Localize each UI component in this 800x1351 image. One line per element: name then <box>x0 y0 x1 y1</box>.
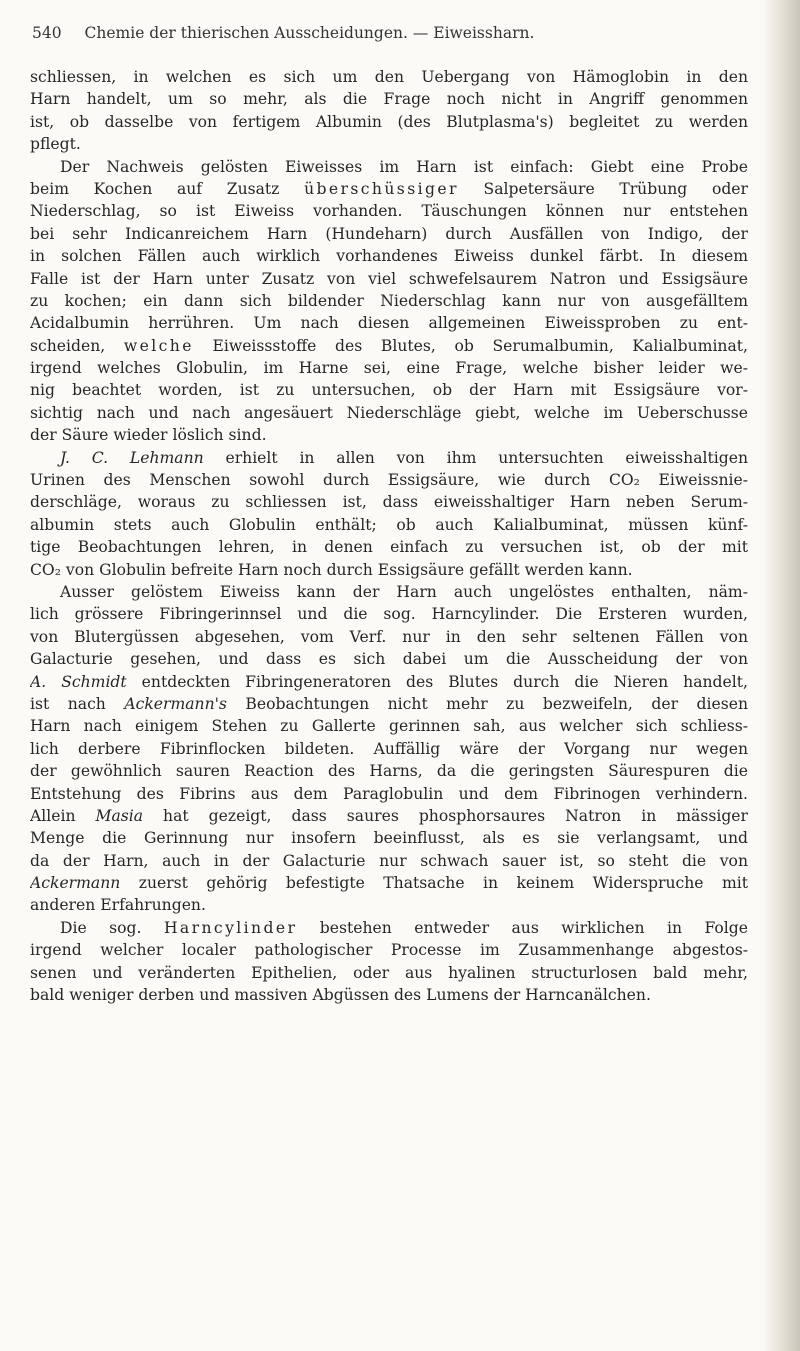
text-line: lich derbere Fibrinflocken bildeten. Auffällig wäre der Vorgang nur wegen <box>30 739 748 758</box>
text-line: Falle ist der Harn unter Zusatz von viel schwefelsaurem Natron und Essigsäure <box>30 269 748 288</box>
italic-name: Ackermann's <box>124 694 227 713</box>
text-line: von Blutergüssen abgesehen, vom Verf. nur in den sehr seltenen Fällen von <box>30 627 748 646</box>
text-line: irgend welches Globulin, im Harne sei, eine Frage, welche bisher leider we- <box>30 359 748 378</box>
text-line: pflegt. <box>30 135 81 154</box>
text-line: Galacturie gesehen, und dass es sich dabei um die Ausscheidung der von <box>30 650 748 669</box>
scan-margin-strip <box>766 0 800 1351</box>
text-line: bald weniger derben und massiven Abgüssen des Lumens der Harncanälchen. <box>30 986 651 1005</box>
text-line: sichtig nach und nach angesäuert Niederschläge giebt, welche im Ueberschusse <box>30 403 748 422</box>
text-line: zu kochen; ein dann sich bildender Niederschlag kann nur von ausgefälltem <box>30 291 748 310</box>
text-line: Acidalbumin herrühren. Um nach diesen allgemeinen Eiweissproben zu ent- <box>30 314 748 333</box>
running-title: Chemie der thierischen Ausscheidungen. — Eiweissharn. <box>84 24 535 42</box>
text-line: albumin stets auch Globulin enthält; ob auch Kalialbuminat, müssen künf- <box>30 515 748 534</box>
italic-name: Ackermann <box>30 874 121 893</box>
text-line: scheiden, welche Eiweissstoffe des Blutes, ob Serumalbumin, Kalialbuminat, <box>30 336 748 355</box>
paragraph <box>30 917 748 1007</box>
text-line: ist, ob dasselbe von fertigem Albumin (des Blutplasma's) begleitet zu werden <box>30 112 748 131</box>
spaced-emphasis: Harncylinder <box>163 918 298 937</box>
text-line: A. Schmidt entdeckten Fibringeneratoren des Blutes durch die Nieren handelt, <box>30 672 748 691</box>
text-line: CO₂ von Globulin befreite Harn noch durch Essigsäure gefällt werden kann. <box>30 560 633 579</box>
paragraph <box>30 581 748 917</box>
paragraph <box>30 447 748 581</box>
text-line: bei sehr Indicanreichem Harn (Hundeharn) durch Ausfällen von Indigo, der <box>30 224 748 243</box>
body-text <box>30 66 748 1006</box>
text-line: der gewöhnlich sauren Reaction des Harns, da die geringsten Säurespuren die <box>30 762 748 781</box>
running-header <box>32 24 737 42</box>
text-line: Der Nachweis gelösten Eiweisses im Harn ist einfach: Giebt eine Probe <box>60 157 748 176</box>
text-line: lich grössere Fibringerinnsel und die sog. Harncylinder. Die Ersteren wurden, <box>30 605 748 624</box>
spaced-emphasis: welche <box>123 336 194 355</box>
text-line: derschläge, woraus zu schliessen ist, dass eiweisshaltiger Harn neben Serum- <box>30 493 748 512</box>
text-line: schliessen, in welchen es sich um den Uebergang von Hämoglobin in den <box>30 68 748 86</box>
paragraph <box>30 66 748 156</box>
italic-name: A. Schmidt <box>30 672 127 691</box>
text-line: Menge die Gerinnung nur insofern beeinflusst, als es sie verlangsamt, und <box>30 829 748 848</box>
text-line: Harn nach einigem Stehen zu Gallerte gerinnen sah, aus welcher sich schliess- <box>30 717 748 736</box>
page-number: 540 <box>32 24 62 42</box>
text-line: der Säure wieder löslich sind. <box>30 426 267 445</box>
text-line: J. C. Lehmann erhielt in allen von ihm untersuchten eiweisshaltigen <box>60 448 748 467</box>
text-line: ist nach Ackermann's Beobachtungen nicht mehr zu bezweifeln, der diesen <box>30 694 748 713</box>
italic-name: J. C. Lehmann <box>60 448 204 467</box>
text-line: beim Kochen auf Zusatz überschüssiger Salpetersäure Trübung oder <box>30 179 748 198</box>
text-line: Niederschlag, so ist Eiweiss vorhanden. Täuschungen können nur entstehen <box>30 202 748 221</box>
text-line: nig beachtet worden, ist zu untersuchen, ob der Harn mit Essigsäure vor- <box>30 381 748 400</box>
text-line: Ackermann zuerst gehörig befestigte Thatsache in keinem Widerspruche mit <box>30 874 748 893</box>
text-line: senen und veränderten Epithelien, oder aus hyalinen structurlosen bald mehr, <box>30 963 748 982</box>
text-line: Ausser gelöstem Eiweiss kann der Harn auch ungelöstes enthalten, näm- <box>60 582 748 601</box>
italic-name: Masia <box>95 806 144 825</box>
text-line: tige Beobachtungen lehren, in denen einfach zu versuchen ist, ob der mit <box>30 538 748 557</box>
text-line: irgend welcher localer pathologischer Processe im Zusammenhange abgestos- <box>30 941 748 960</box>
text-line: Entstehung des Fibrins aus dem Paraglobulin und dem Fibrinogen verhindern. <box>30 784 748 803</box>
text-line: da der Harn, auch in der Galacturie nur schwach sauer ist, so steht die von <box>30 851 748 870</box>
text-line: anderen Erfahrungen. <box>30 896 206 915</box>
text-line: Allein Masia hat gezeigt, dass saures phosphorsaures Natron in mässiger <box>30 806 748 825</box>
text-line: in solchen Fällen auch wirklich vorhandenes Eiweiss dunkel färbt. In diesem <box>30 247 748 266</box>
text-line: Harn handelt, um so mehr, als die Frage noch nicht in Angriff genommen <box>30 90 748 109</box>
text-line: Die sog. Harncylinder bestehen entweder aus wirklichen in Folge <box>60 918 748 937</box>
text-line: Urinen des Menschen sowohl durch Essigsäure, wie durch CO₂ Eiweissnie- <box>30 471 748 490</box>
paragraph <box>30 156 748 447</box>
spaced-emphasis: überschüssiger <box>304 179 459 198</box>
